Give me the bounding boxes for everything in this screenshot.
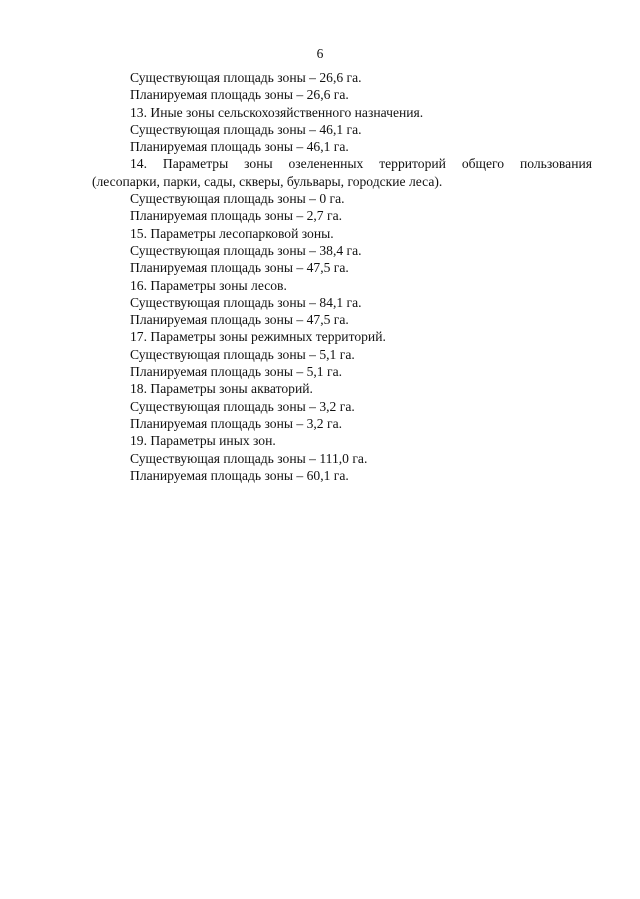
text-line: Планируемая площадь зоны – 60,1 га. — [130, 467, 349, 483]
text-line: Планируемая площадь зоны – 26,6 га. — [130, 87, 349, 103]
text-line: Существующая площадь зоны – 46,1 га. — [130, 121, 362, 137]
section-heading: 16. Параметры зоны лесов. — [130, 277, 287, 293]
text-line: Существующая площадь зоны – 3,2 га. — [130, 398, 355, 414]
text-line: Существующая площадь зоны – 0 га. — [130, 191, 345, 207]
section-heading: 14. Параметры зоны озелененных территорий общего пользования — [130, 156, 592, 172]
section-heading: 19. Параметры иных зон. — [130, 433, 276, 449]
document-body — [92, 69, 592, 484]
text-line: Планируемая площадь зоны – 5,1 га. — [130, 364, 343, 380]
page-number: 6 — [316, 46, 324, 61]
text-line: Существующая площадь зоны – 26,6 га. — [130, 70, 362, 85]
text-line: Планируемая площадь зоны – 3,2 га. — [130, 415, 343, 431]
section-heading: 13. Иные зоны сельскохозяйственного назначения. — [130, 104, 424, 120]
text-line: Существующая площадь зоны – 38,4 га. — [130, 242, 362, 258]
section-heading: 17. Параметры зоны режимных территорий. — [130, 329, 386, 345]
text-line: Планируемая площадь зоны – 47,5 га. — [130, 312, 349, 328]
text-line: Существующая площадь зоны – 111,0 га. — [130, 450, 368, 466]
text-line: Планируемая площадь зоны – 47,5 га. — [130, 260, 349, 276]
section-heading: 15. Параметры лесопарковой зоны. — [130, 225, 334, 241]
text-line: Существующая площадь зоны – 5,1 га. — [130, 346, 355, 362]
text-line: Планируемая площадь зоны – 46,1 га. — [130, 139, 349, 155]
section-heading: 18. Параметры зоны акваторий. — [130, 381, 313, 397]
text-line: Планируемая площадь зоны – 2,7 га. — [130, 208, 343, 224]
text-line: Существующая площадь зоны – 84,1 га. — [130, 294, 362, 310]
section-heading-continuation: (лесопарки, парки, сады, скверы, бульвары, городские леса). — [92, 173, 443, 189]
